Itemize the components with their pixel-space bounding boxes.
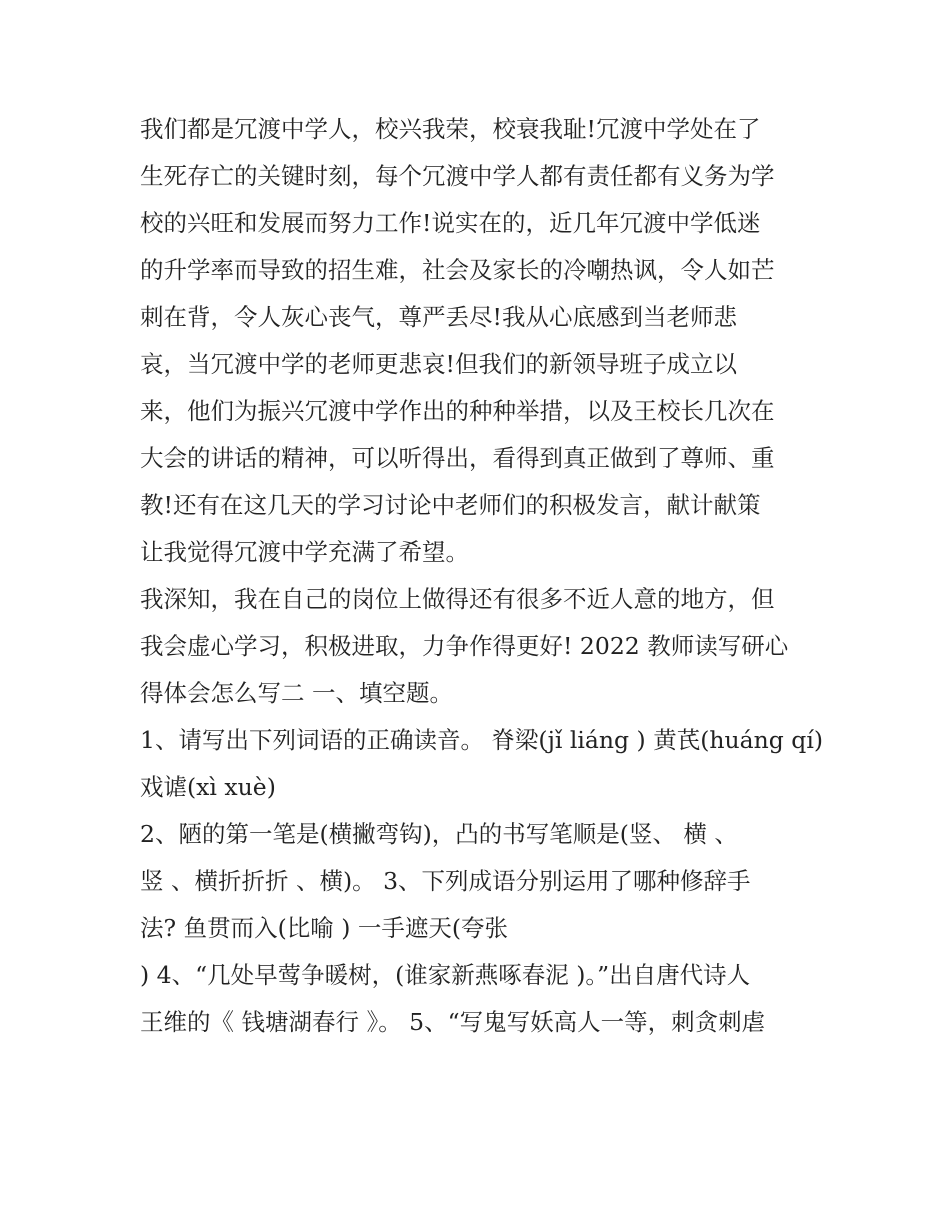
body-text <box>140 106 830 1046</box>
text-line: 2、陋的第一笔是(横撇弯钩)，凸的书写笔顺是(竖、 横 、 <box>140 820 738 848</box>
text-line: 生死存亡的关键时刻，每个冗渡中学人都有责任都有义务为学 <box>140 162 775 190</box>
text-line: ) 4、“几处早莺争暖树，(谁家新燕啄春泥 )。”出自唐代诗人 <box>140 961 751 989</box>
text-line: 竖 、横折折折 、横)。 3、下列成语分别运用了哪种修辞手 <box>140 867 751 895</box>
text-line: 戏谑(xì xuè) <box>140 773 276 801</box>
text-line: 法? 鱼贯而入(比喻 ) 一手遮天(夸张 <box>140 914 509 942</box>
text-line: 让我觉得冗渡中学充满了希望。 <box>140 538 469 566</box>
text-line: 我深知，我在自己的岗位上做得还有很多不近人意的地方，但 <box>140 585 775 613</box>
text-line: 来，他们为振兴冗渡中学作出的种种举措，以及王校长几次在 <box>140 397 775 425</box>
text-line: 大会的讲话的精神，可以听得出，看得到真正做到了尊师、重 <box>140 444 775 472</box>
text-line: 哀，当冗渡中学的老师更悲哀!但我们的新领导班子成立以 <box>140 350 737 378</box>
text-line: 校的兴旺和发展而努力工作!说实在的，近几年冗渡中学低迷 <box>140 209 761 237</box>
text-line: 刺在背，令人灰心丧气，尊严丢尽!我从心底感到当老师悲 <box>140 303 737 331</box>
text-line: 我们都是冗渡中学人，校兴我荣，校衰我耻!冗渡中学处在了 <box>140 115 761 143</box>
text-line: 我会虚心学习，积极进取，力争作得更好! 2022 教师读写研心 <box>140 632 789 660</box>
text-line: 教!还有在这几天的学习讨论中老师们的积极发言，献计献策 <box>140 491 761 519</box>
text-line: 得体会怎么写二 一、填空题。 <box>140 679 453 707</box>
text-line: 的升学率而导致的招生难，社会及家长的冷嘲热讽，令人如芒 <box>140 256 775 284</box>
text-line: 1、请写出下列词语的正确读音。 脊梁(jǐ liáng ) 黄芪(huáng qí) <box>140 726 824 754</box>
text-line: 王维的《 钱塘湖春行 》。 5、“写鬼写妖高人一等，刺贪刺虐 <box>140 1008 766 1036</box>
